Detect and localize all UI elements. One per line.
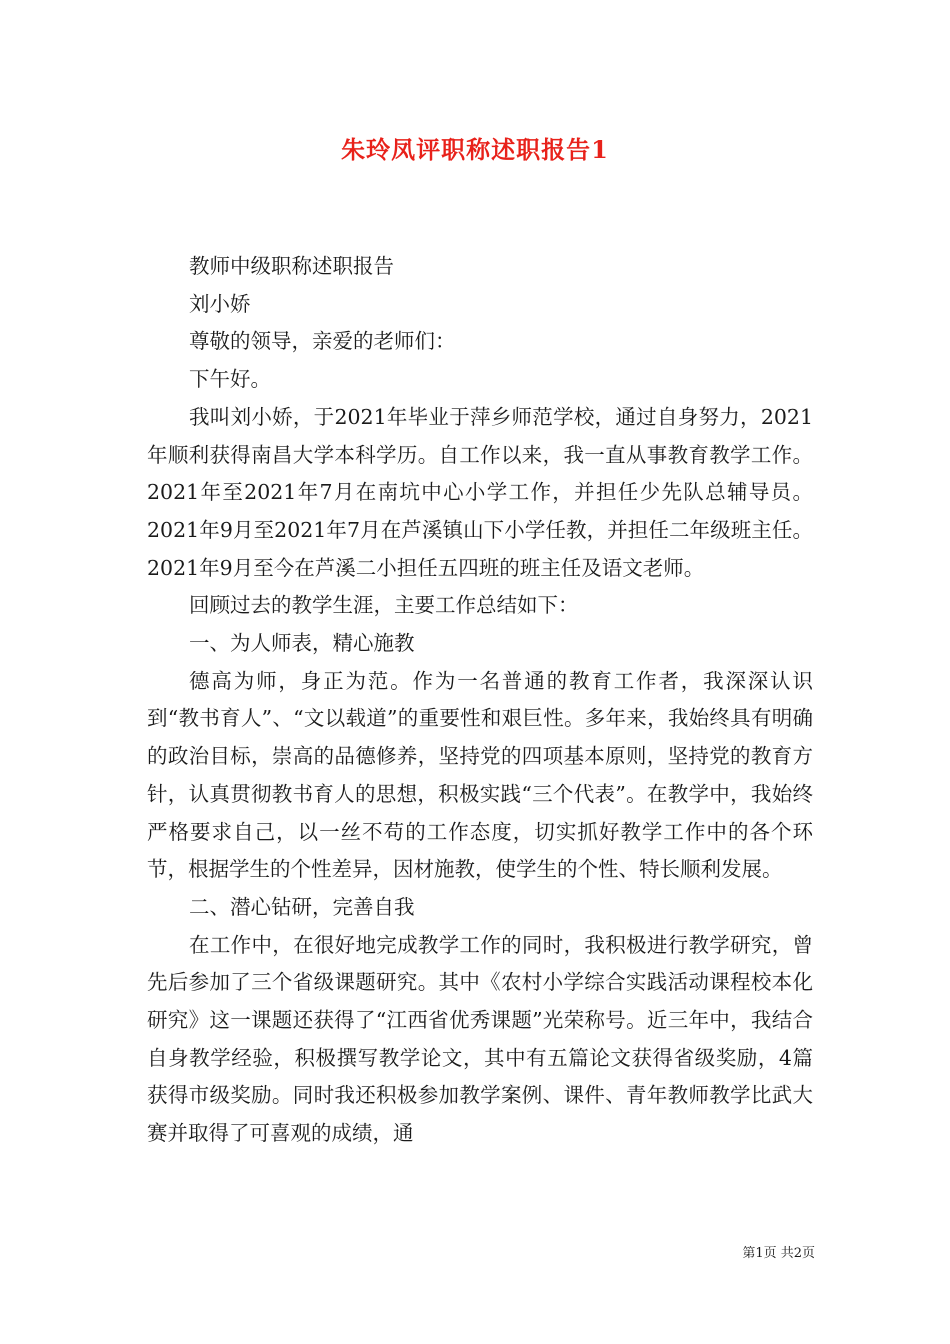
- document-body: [147, 248, 813, 1153]
- section-heading-2: 二、潜心钻研，完善自我: [189, 894, 415, 919]
- salutation: 尊敬的领导，亲爱的老师们：: [189, 329, 456, 354]
- greeting: 下午好。: [189, 367, 272, 392]
- page-number: 第1页 共2页: [742, 1246, 815, 1261]
- document-title: 朱玲凤评职称述职报告1: [341, 135, 609, 164]
- report-subtitle: 教师中级职称述职报告: [189, 254, 395, 278]
- author-name: 刘小娇: [189, 291, 251, 316]
- summary-lead: 回顾过去的教学生涯，主要工作总结如下：: [189, 593, 579, 618]
- section-1-paragraph: 德高为师，身正为范。作为一名普通的教育工作者，我深深认识到“教书育人”、“文以载道”的重要性和艰巨性。多年来，我始终具有明确的政治目标，崇高的品德修养，坚持党的四项基本原则，坚持党的教育方针，认真贯彻教书育人的思想，积极实践“三个代表”。在教学中，我始终严格要求自己，以一丝不苟的工作态度，切实抓好教学工作中的各个环节，根据学生的个性差异，因材施教，使学生的个性、特长顺利发展。: [147, 668, 813, 882]
- section-2-paragraph: 在工作中，在很好地完成教学工作的同时，我积极进行教学研究，曾先后参加了三个省级课题研究。其中《农村小学综合实践活动课程校本化研究》这一课题还获得了“江西省优秀课题”光荣称号。近三年中，我结合自身教学经验，积极撰写教学论文，其中有五篇论文获得省级奖励，4篇获得市级奖励。同时我还积极参加教学案例、课件、青年教师教学比武大赛并取得了可喜观的成绩，通: [147, 932, 813, 1146]
- intro-paragraph: 我叫刘小娇，于2021年毕业于萍乡师范学校，通过自身努力，2021年顺利获得南昌大学本科学历。自工作以来，我一直从事教育教学工作。2021年至2021年7月在南坑中心小学工作，并担任少先队总辅导员。2021年9月至2021年7月在芦溪镇山下小学任教，并担任二年级班主任。2021年9月至今在芦溪二小担任五四班的班主任及语文老师。: [147, 404, 813, 580]
- section-heading-1: 一、为人师表，精心施教: [189, 631, 415, 656]
